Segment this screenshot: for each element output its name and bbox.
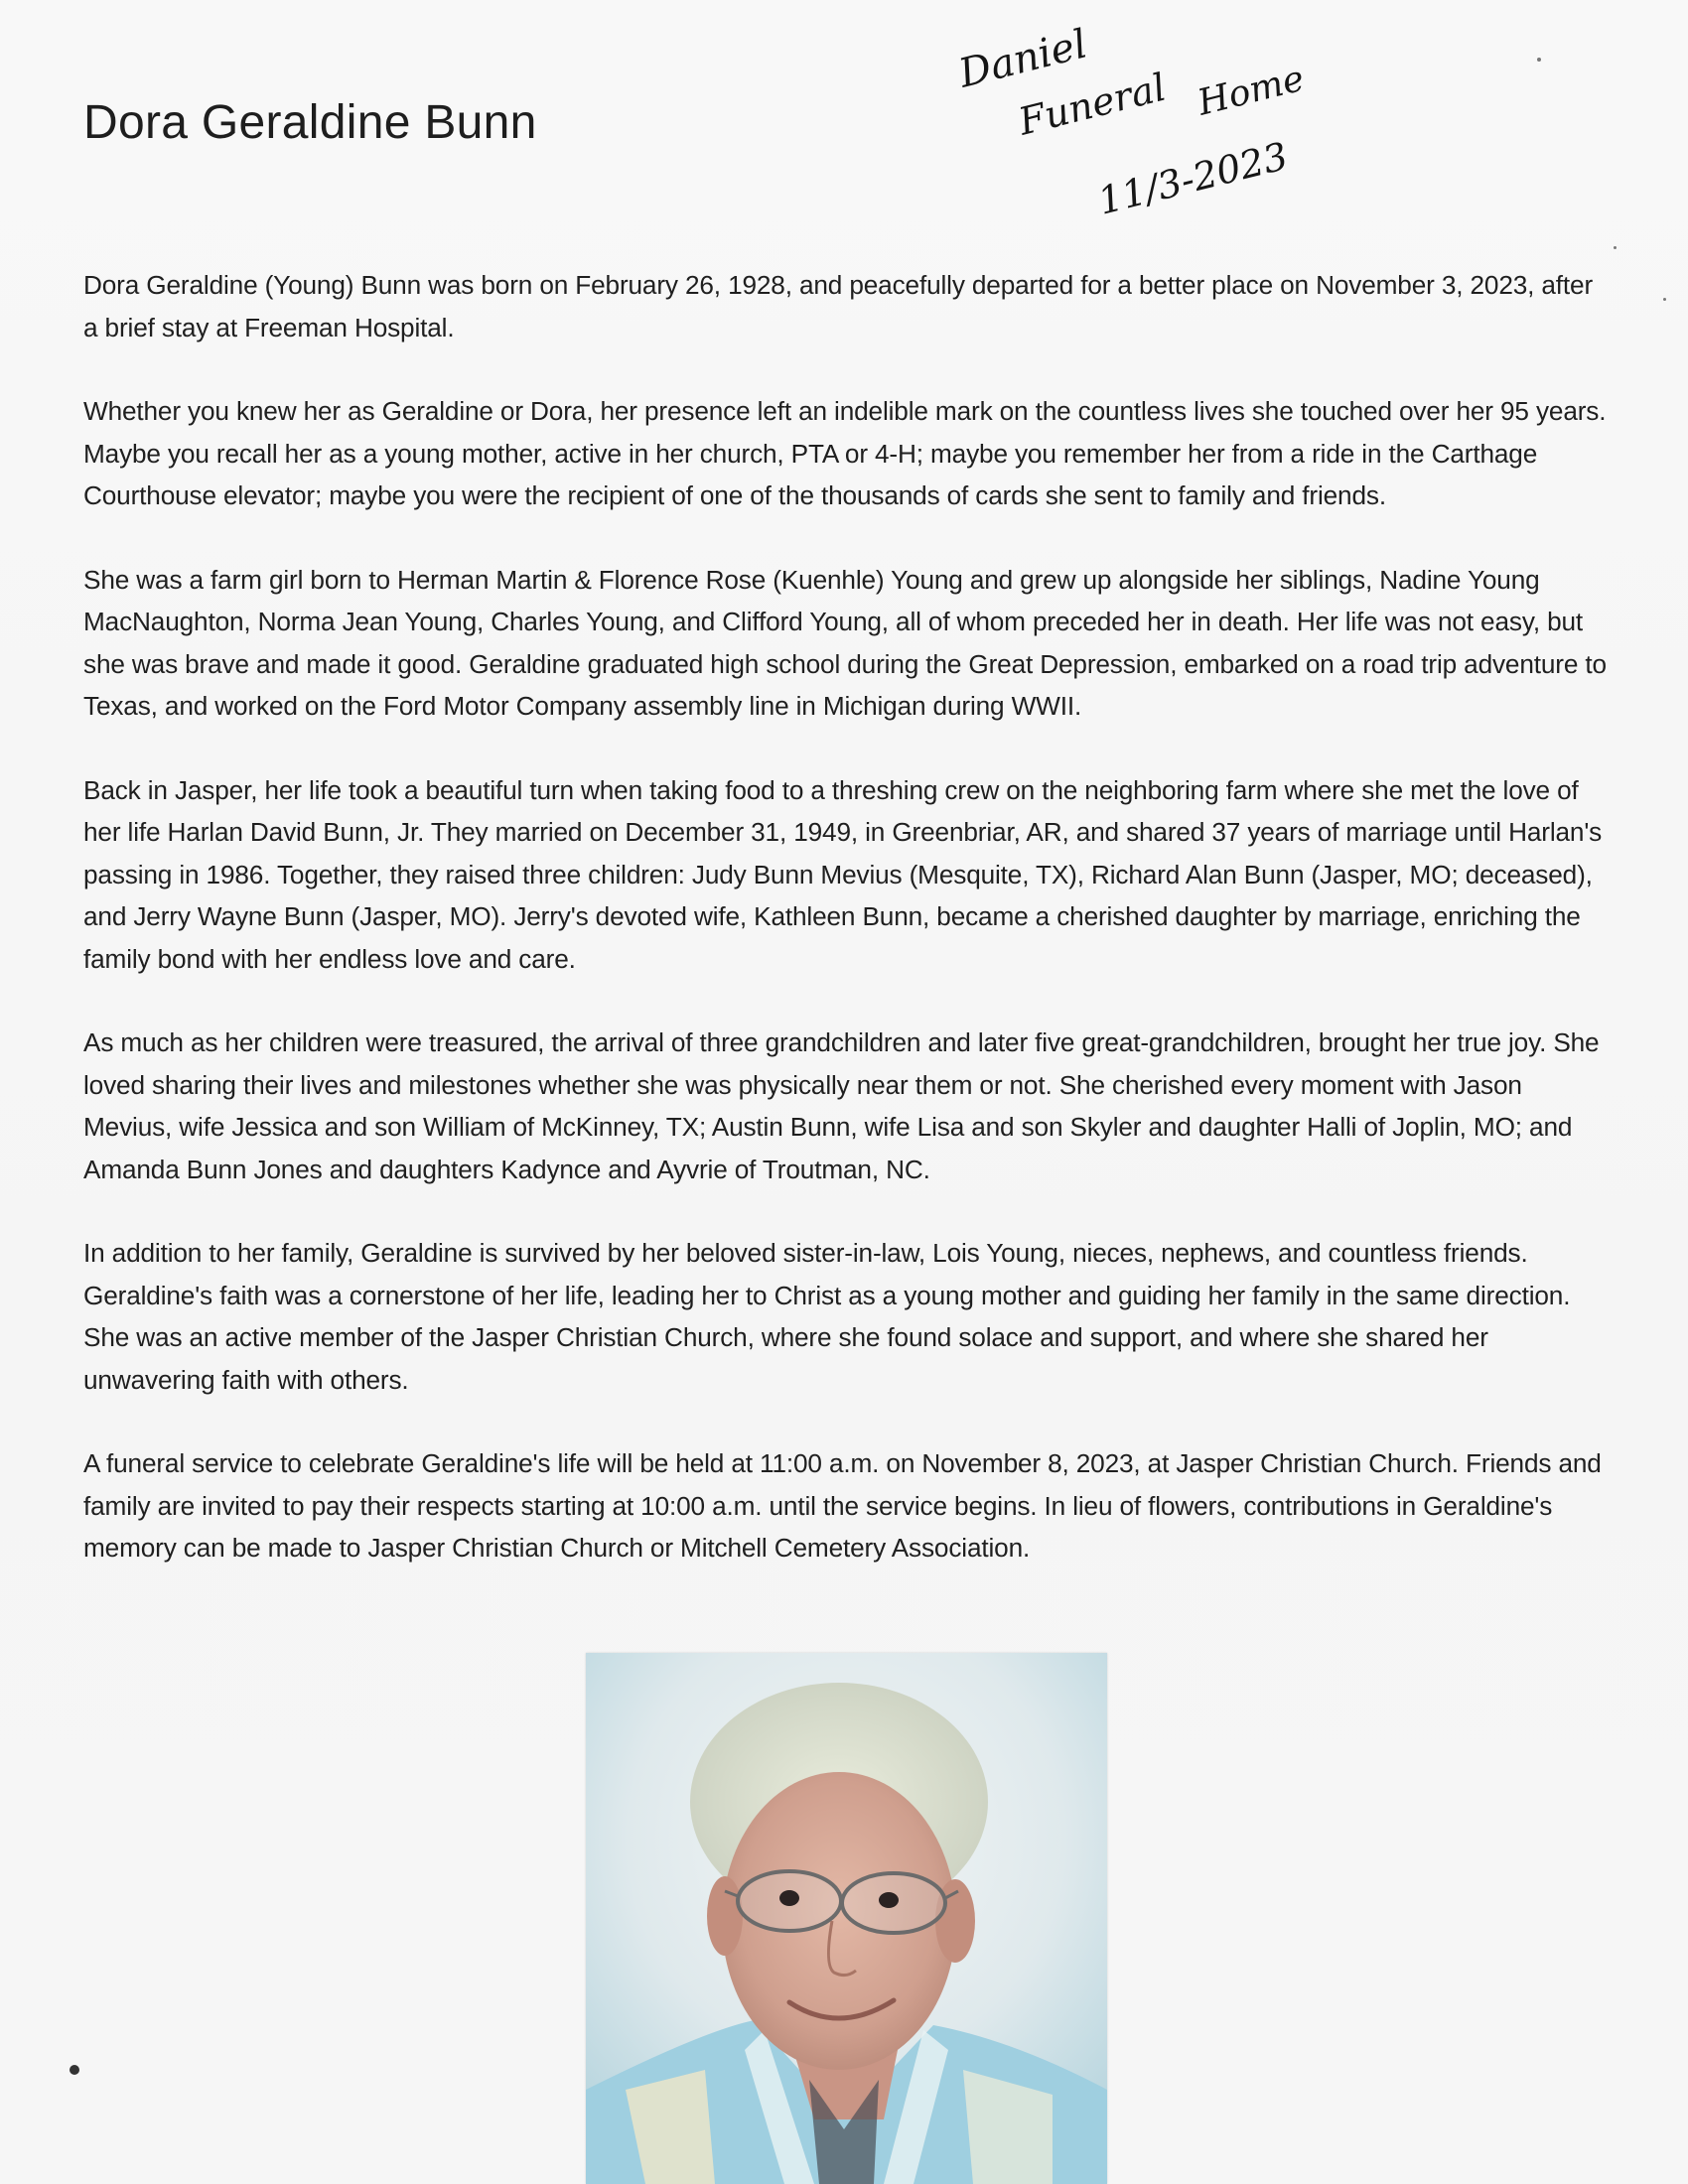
paper-speck (1614, 246, 1617, 249)
obituary-body (83, 264, 1613, 1611)
paragraph-survivors-faith: In addition to her family, Geraldine is survived by her beloved sister-in-law, Lois Young, nieces, nephews, and countless friends. Geraldine's faith was a cornerstone of her life, leading her to Christ as a young mother and guiding her family in the same direction. She was an active member of the Jasper Christian Church, where she found solace and support, and where she shared her unwavering faith with others. (83, 1238, 1571, 1395)
paper-speck (1663, 298, 1666, 301)
obituary-title: Dora Geraldine Bunn (83, 96, 537, 149)
ear-left (707, 1876, 743, 1956)
paragraph-remembrance: Whether you knew her as Geraldine or Dora, her presence left an indelible mark on the countless lives she touched over her 95 years. Maybe you recall her as a young mother, active in her church, PTA or 4-H; maybe you remember her from a ride in the Carthage Courthouse elevator; maybe you were the recipient of one of the thousands of cards she sent to family and friends. (83, 396, 1607, 510)
paper-speck (70, 2065, 79, 2075)
paragraph-early-life: She was a farm girl born to Herman Martin & Florence Rose (Kuenhle) Young and grew up alongside her siblings, Nadine Young MacNaughton, Norma Jean Young, Charles Young, and Clifford Young, all of whom preceded her in death. Her life was not easy, but she was brave and made it good. Geraldine graduated high school during the Great Depression, embarked on a road trip adventure to Texas, and worked on the Ford Motor Company assembly line in Michigan during WWII. (83, 564, 1607, 721)
portrait-photo (586, 1653, 1107, 2184)
paragraph-grandchildren: As much as her children were treasured, the arrival of three grandchildren and later five great-grandchildren, brought her true joy. She loved sharing their lives and milestones whether she was physically near them or not. She cherished every moment with Jason Mevius, wife Jessica and son William of McKinney, TX; Austin Bunn, wife Lisa and son Skyler and daughter Halli of Joplin, MO; and Amanda Bunn Jones and daughters Kadynce and Ayvrie of Troutman, NC. (83, 1027, 1600, 1184)
handwritten-line-3: Home (1194, 58, 1309, 124)
handwritten-line-4: 11/3-2023 (1093, 133, 1293, 223)
handwritten-line-1: Daniel (954, 21, 1092, 97)
paragraph-birth-death: Dora Geraldine (Young) Bunn was born on February 26, 1928, and peacefully departed for a better place on November 3, 2023, after a brief stay at Freeman Hospital. (83, 270, 1594, 342)
handwritten-line-2: Funeral (1014, 65, 1171, 144)
paragraph-funeral-service: A funeral service to celebrate Geraldine's life will be held at 11:00 a.m. on November 8, 2023, at Jasper Christian Church. Friends and family are invited to pay their respects starting at 10:00 a.m. until the service begins. In lieu of flowers, contributions in Geraldine's memory can be made to Jasper Christian Church or Mitchell Cemetery Association. (83, 1448, 1602, 1563)
paper-speck (1537, 58, 1541, 62)
paragraph-marriage-children: Back in Jasper, her life took a beautiful turn when taking food to a threshing crew on the neighboring farm where she met the love of her life Harlan David Bunn, Jr. They married on December 31, 1949, in Greenbriar, AR, and shared 37 years of marriage until Harlan's passing in 1986. Together, they raised three children: Judy Bunn Mevius (Mesquite, TX), Richard Alan Bunn (Jasper, MO; deceased), and Jerry Wayne Bunn (Jasper, MO). Jerry's devoted wife, Kathleen Bunn, became a cherished daughter by marriage, enriching the family bond with her endless love and care. (83, 774, 1603, 974)
eye-right (879, 1892, 899, 1908)
portrait-illustration (586, 1653, 1107, 2184)
handwritten-annotation (953, 18, 1390, 236)
eye-left (779, 1890, 799, 1906)
handwritten-annotation-svg (953, 18, 1390, 236)
